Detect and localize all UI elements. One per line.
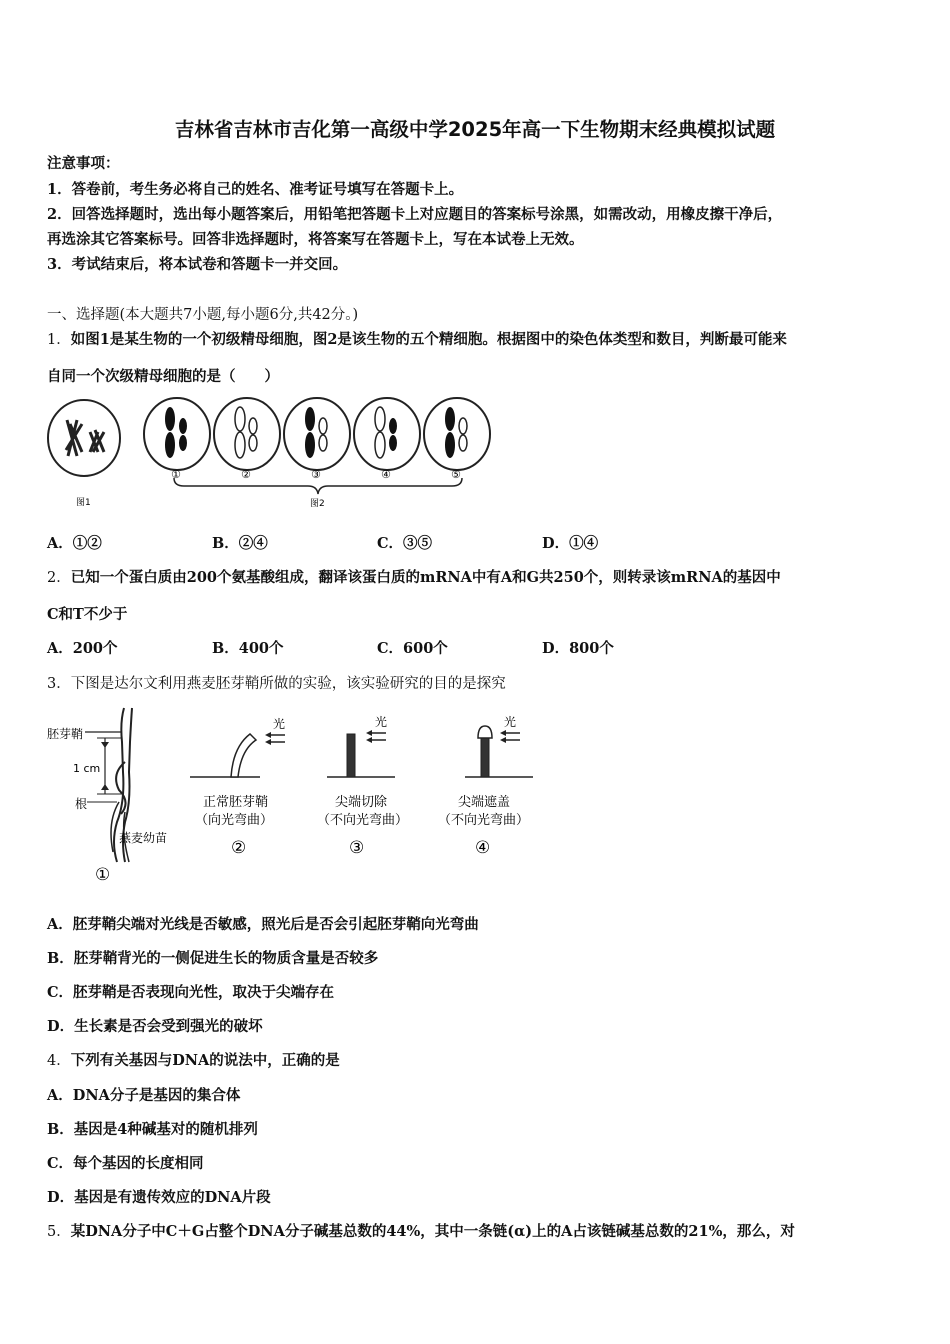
cell-label: ② bbox=[241, 468, 251, 481]
question-number: 5． bbox=[47, 1224, 71, 1240]
question-2-cont: C和T不少于 bbox=[47, 606, 128, 623]
page-title: 吉林省吉林市吉化第一高级中学2025年高一下生物期末经典模拟试题 bbox=[174, 118, 776, 141]
panel-caption: （不向光弯曲） bbox=[438, 813, 530, 828]
panel-caption: 尖端遮盖 bbox=[458, 795, 511, 810]
question-number: 3． bbox=[47, 676, 71, 692]
question-text: 某DNA分子中C＋G占整个DNA分子碱基总数的44%，其中一条链(α)上的A占该链碱基总数的21%，那么，对 bbox=[70, 1223, 795, 1240]
panel-caption: （向光弯曲） bbox=[195, 813, 274, 828]
fig1-label: 图1 bbox=[76, 498, 91, 508]
question-number: 1． bbox=[47, 332, 71, 348]
q2-option-a[interactable]: A．200个 bbox=[47, 640, 118, 657]
notice-item: 1．答卷前，考生务必将自己的姓名、准考证号填写在答题卡上。 bbox=[47, 181, 464, 198]
label-1cm: 1 cm bbox=[73, 762, 101, 775]
question-number: 4． bbox=[47, 1053, 71, 1069]
panel-number: ② bbox=[231, 838, 247, 858]
sperm-cell-4 bbox=[354, 398, 420, 470]
notice-item: 3．考试结束后，将本试卷和答题卡一并交回。 bbox=[47, 256, 348, 273]
panel-caption: 尖端切除 bbox=[335, 795, 388, 810]
panel-caption: （不向光弯曲） bbox=[317, 813, 409, 828]
q4-option-a[interactable]: A．DNA分子是基因的集合体 bbox=[47, 1087, 241, 1104]
panel-number: ① bbox=[95, 865, 111, 885]
cell-label: ③ bbox=[311, 468, 321, 481]
label-coleoptile: 胚芽鞘 bbox=[47, 727, 84, 741]
panel-number: ③ bbox=[349, 838, 365, 858]
question-text: 下图是达尔文利用燕麦胚芽鞘所做的实验，该实验研究的目的是探究 bbox=[70, 676, 506, 692]
primary-spermatocyte bbox=[48, 400, 120, 476]
notice-heading: 注意事项： bbox=[47, 155, 120, 172]
tip-covered-coleoptile bbox=[465, 726, 533, 777]
q3-option-a[interactable]: A．胚芽鞘尖端对光线是否敏感，照光后是否会引起胚芽鞘向光弯曲 bbox=[47, 916, 479, 933]
q2-option-d[interactable]: D．800个 bbox=[542, 640, 614, 657]
q1-option-a[interactable]: A．①② bbox=[47, 535, 102, 552]
q1-option-b[interactable]: B．②④ bbox=[212, 535, 268, 552]
tip-removed-coleoptile bbox=[327, 730, 395, 777]
cell-label: ⑤ bbox=[451, 468, 461, 481]
q3-option-d[interactable]: D．生长素是否会受到强光的破坏 bbox=[47, 1018, 263, 1035]
fig2-label: 图2 bbox=[310, 499, 325, 509]
normal-coleoptile bbox=[190, 732, 285, 777]
q1-option-d[interactable]: D．①④ bbox=[542, 535, 599, 552]
question-5 bbox=[47, 1220, 795, 1241]
question-1 bbox=[47, 328, 787, 349]
q4-option-b[interactable]: B．基因是4种碱基对的随机排列 bbox=[47, 1121, 258, 1138]
panel-caption: 正常胚芽鞘 bbox=[203, 795, 269, 810]
q4-option-c[interactable]: C．每个基因的长度相同 bbox=[47, 1155, 204, 1172]
question-3 bbox=[47, 672, 506, 693]
label-root: 根 bbox=[75, 797, 88, 811]
light-label: 光 bbox=[273, 717, 286, 731]
light-label: 光 bbox=[375, 715, 388, 729]
q1-option-c[interactable]: C．③⑤ bbox=[377, 535, 433, 552]
q2-option-b[interactable]: B．400个 bbox=[212, 640, 284, 657]
label-seedling: 燕麦幼苗 bbox=[119, 831, 168, 845]
panel-number: ④ bbox=[475, 838, 491, 858]
q4-option-d[interactable]: D．基因是有遗传效应的DNA片段 bbox=[47, 1189, 271, 1206]
question-text: 已知一个蛋白质由200个氨基酸组成，翻译该蛋白质的mRNA中有A和G共250个，则转录该mRNA的基因中 bbox=[70, 569, 781, 586]
q3-option-c[interactable]: C．胚芽鞘是否表现向光性，取决于尖端存在 bbox=[47, 984, 335, 1001]
light-label: 光 bbox=[504, 715, 517, 729]
cell-label: ① bbox=[171, 468, 181, 481]
q2-option-c[interactable]: C．600个 bbox=[377, 640, 448, 657]
question-1-cont: 自同一个次级精母细胞的是（ ） bbox=[47, 368, 279, 385]
cell-label: ④ bbox=[381, 468, 391, 481]
figure-q3-coleoptile bbox=[45, 702, 545, 888]
figure-q1-cells bbox=[40, 390, 500, 515]
sperm-cell-1 bbox=[144, 398, 210, 470]
sperm-cell-2 bbox=[214, 398, 280, 470]
question-number: 2． bbox=[47, 570, 71, 586]
notice-item: 2．回答选择题时，选出每小题答案后，用铅笔把答题卡上对应题目的答案标号涂黑，如需改动，用橡皮擦干净后， bbox=[47, 206, 783, 223]
question-text: 如图1是某生物的一个初级精母细胞，图2是该生物的五个精细胞。根据图中的染色体类型和数目，判断最可能来 bbox=[70, 331, 787, 348]
sperm-cell-5 bbox=[424, 398, 490, 470]
sperm-cell-3 bbox=[284, 398, 350, 470]
section-heading: 一、选择题(本大题共7小题,每小题6分,共42分。) bbox=[47, 307, 359, 323]
notice-item: 再选涂其它答案标号。回答非选择题时，将答案写在答题卡上，写在本试卷上无效。 bbox=[47, 231, 584, 248]
question-2 bbox=[47, 566, 781, 587]
question-text: 下列有关基因与DNA的说法中，正确的是 bbox=[70, 1052, 340, 1069]
q3-option-b[interactable]: B．胚芽鞘背光的一侧促进生长的物质含量是否较多 bbox=[47, 950, 379, 967]
question-4 bbox=[47, 1049, 340, 1070]
